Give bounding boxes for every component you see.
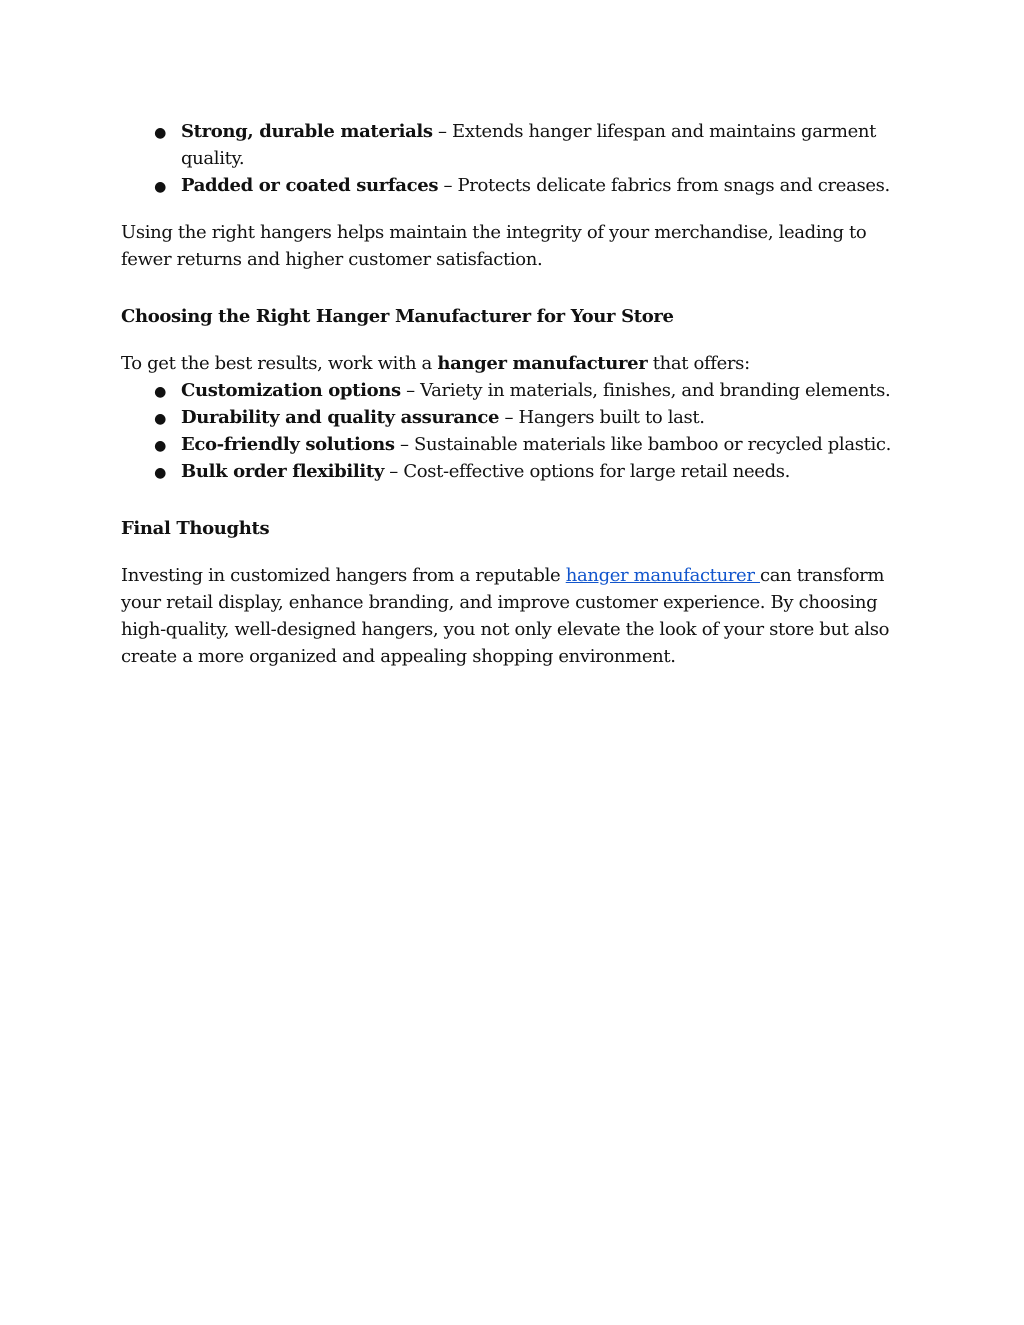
bullet-icon [153,377,167,406]
list-item-term: Padded or coated surfaces [181,175,439,196]
intro-text-bold: hanger manufacturer [437,353,648,374]
offers-list [121,377,911,485]
paragraph-intro [121,350,911,377]
list-item-text: – Extends hanger lifespan and maintains garment quality. [181,121,876,169]
list-item-term: Strong, durable materials [181,121,433,142]
list-item-text: – Sustainable materials like bamboo or recycled plastic. [394,434,891,455]
section-heading-final: Final Thoughts [121,518,270,539]
list-item-text: – Variety in materials, finishes, and branding elements. [400,380,891,401]
list-item [121,404,911,431]
list-item [121,377,911,404]
intro-text-before: To get the best results, work with a [121,353,438,374]
list-item [121,458,911,485]
list-item-text: – Hangers built to last. [499,407,705,428]
final-text-after: can transform your retail display, enhance branding, and improve customer experience. By choosing high-quality, well-designed hangers, you not only elevate the look of your store but also create a more organized and appealing shopping environment. [121,565,890,667]
bullet-icon [153,118,167,147]
list-item-term: Eco-friendly solutions [181,434,395,455]
bullet-icon [153,172,167,201]
bullet-icon [153,404,167,433]
section-heading-choosing: Choosing the Right Hanger Manufacturer for Your Store [121,306,674,327]
feature-list [121,118,911,199]
list-item-term: Durability and quality assurance [181,407,500,428]
intro-text-after: that offers: [647,353,750,374]
document-page [121,118,911,670]
paragraph-final [121,562,911,670]
final-text-before: Investing in customized hangers from a reputable [121,565,566,586]
list-item-term: Customization options [181,380,401,401]
list-item [121,118,911,172]
list-item-text: – Protects delicate fabrics from snags and creases. [438,175,890,196]
hanger-manufacturer-link[interactable]: hanger manufacturer [565,565,760,586]
list-item [121,431,911,458]
list-item [121,172,911,199]
list-item-text: – Cost-effective options for large retail needs. [383,461,791,482]
bullet-icon [153,458,167,487]
list-item-term: Bulk order flexibility [181,461,384,482]
bullet-icon [153,431,167,460]
paragraph-integrity: Using the right hangers helps maintain the integrity of your merchandise, leading to fewer returns and higher customer satisfaction. [121,222,867,270]
